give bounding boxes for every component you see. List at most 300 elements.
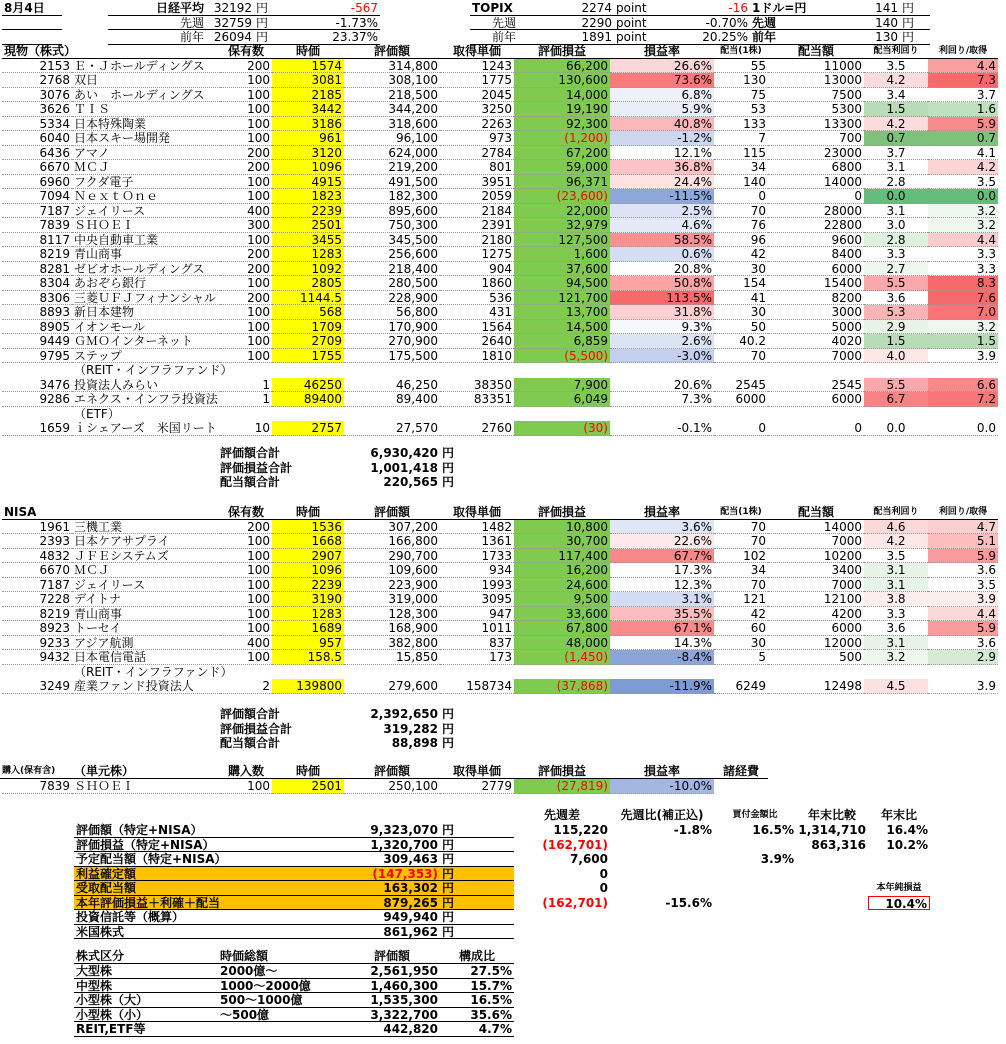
stock-code: 7228 [2, 592, 72, 607]
profit-loss-rate: 3.1% [610, 592, 714, 607]
quantity: 1 [220, 392, 272, 407]
year-end-ratio: 本年純損益 [876, 883, 922, 893]
change: 20.25% [658, 30, 750, 45]
profit-loss: 96,371 [514, 175, 610, 190]
price: 2709 [272, 334, 344, 349]
stock-name: ジェイリース [72, 578, 220, 593]
market-value: 56,800 [344, 305, 440, 320]
stock-code: 3476 [2, 378, 72, 393]
section-label-text: （REIT・インフラファンド） [74, 363, 233, 377]
profit-loss: 7,900 [514, 378, 610, 393]
dividend-amount: 10200 [768, 549, 864, 564]
table-row [0, 247, 1006, 262]
dividend-amount: 3400 [768, 563, 864, 578]
dividend-yield: 3.5 [864, 549, 928, 564]
summary-value: 163,302 [344, 881, 440, 896]
profit-loss: 24,600 [514, 578, 610, 593]
change: -1.73% [284, 16, 380, 31]
unit-cost: 2059 [440, 189, 514, 204]
stock-code: 3249 [2, 679, 72, 694]
cap-row [0, 979, 1006, 994]
buy-ratio [714, 838, 796, 853]
profit-loss-rate: -0.1% [610, 421, 714, 436]
yield-on-cost: 3.9 [928, 349, 998, 364]
dividend-yield: 3.5 [864, 59, 928, 74]
quantity: 100 [220, 549, 272, 564]
price: 1755 [272, 349, 344, 364]
price: 3442 [272, 102, 344, 117]
header-section-title: 現物（株式） [2, 44, 220, 59]
yield-on-cost: 3.9 [928, 679, 998, 694]
fx-value: 141 [840, 1, 900, 16]
profit-loss-rate: -3.0% [610, 349, 714, 364]
profit-loss: 59,000 [514, 160, 610, 175]
index-label: TOPIX [470, 1, 518, 16]
market-value: 250,100 [344, 779, 440, 794]
dividend-yield: 3.1 [864, 160, 928, 175]
summary-unit: 円 [440, 910, 514, 925]
stock-code: 9286 [2, 392, 72, 407]
price: 158.5 [272, 650, 344, 665]
index-value: 1891 [518, 30, 614, 45]
unit-cost: 2760 [440, 421, 514, 436]
profit-loss: 6,859 [514, 334, 610, 349]
table-row [0, 102, 1006, 117]
table-row [0, 146, 1006, 161]
price: 1096 [272, 563, 344, 578]
year-end-ratio [868, 867, 930, 882]
table-header [0, 44, 1006, 59]
quantity: 300 [220, 218, 272, 233]
table-row [0, 189, 1006, 204]
week-ratio [610, 925, 714, 940]
stock-name: ＴＩＳ [72, 102, 220, 117]
market-value: 318,600 [344, 117, 440, 132]
yield-on-cost: 0.0 [928, 421, 998, 436]
dividend-per-share: 2545 [714, 378, 768, 393]
dividend-per-share: 34 [714, 563, 768, 578]
summary-unit: 円 [440, 852, 514, 867]
dividend-per-share: 55 [714, 59, 768, 74]
profit-loss-rate: 14.3% [610, 636, 714, 651]
table-row [0, 378, 1006, 393]
total-row [0, 722, 1006, 737]
table-row [0, 204, 1006, 219]
dividend-yield: 3.7 [864, 146, 928, 161]
column-header: 年末比較 [807, 808, 856, 822]
stock-name: 日本スキー場開発 [72, 131, 220, 146]
cap-header [0, 949, 1006, 964]
dividend-amount: 3000 [768, 305, 864, 320]
unit-cost: 837 [440, 636, 514, 651]
profit-loss: 117,400 [514, 549, 610, 564]
price: 568 [272, 305, 344, 320]
dividend-per-share: 40.2 [714, 334, 768, 349]
profit-loss: 6,049 [514, 392, 610, 407]
profit-loss-rate: 24.4% [610, 175, 714, 190]
profit-loss: 16,200 [514, 563, 610, 578]
column-header: 配当額 [768, 505, 864, 520]
stock-code: 6670 [2, 563, 72, 578]
yield-on-cost: 5.9 [928, 549, 998, 564]
summary-row [0, 838, 1006, 853]
quantity: 100 [220, 276, 272, 291]
summary-label: 予定配当額（特定+NISA） [74, 852, 344, 867]
price: 1689 [272, 621, 344, 636]
unit-cost: 83351 [440, 392, 514, 407]
quantity: 1 [220, 378, 272, 393]
unit-cost: 801 [440, 160, 514, 175]
profit-loss-rate: 4.6% [610, 218, 714, 233]
stock-name: ｉシェアーズ 米国リート [72, 421, 220, 436]
dividend-per-share: 7 [714, 131, 768, 146]
dividend-per-share: 76 [714, 218, 768, 233]
profit-loss: (5,500) [514, 349, 610, 364]
table-row [0, 59, 1006, 74]
price: 2185 [272, 88, 344, 103]
dividend-per-share: 42 [714, 247, 768, 262]
dividend-amount: 9600 [768, 233, 864, 248]
quantity: 200 [220, 160, 272, 175]
section-label [0, 407, 1006, 422]
yield-on-cost: 0.7 [928, 131, 998, 146]
total-row [0, 736, 1006, 751]
buy-ratio [714, 925, 796, 940]
unit-cost: 1011 [440, 621, 514, 636]
column-header: 購入数 [220, 764, 272, 779]
profit-loss-rate: 40.8% [610, 117, 714, 132]
buy-ratio [714, 896, 796, 911]
unit-cost: 1243 [440, 59, 514, 74]
market-value: 270,900 [344, 334, 440, 349]
week-diff: 7,600 [570, 852, 608, 866]
yield-on-cost: 4.4 [928, 233, 998, 248]
market-value: 624,000 [344, 146, 440, 161]
unit-cost: 3250 [440, 102, 514, 117]
yield-on-cost: 4.4 [928, 607, 998, 622]
stock-code: 7839 [2, 779, 72, 794]
unit: 円 [254, 30, 284, 45]
profit-loss: 22,000 [514, 204, 610, 219]
stock-name: あい ホールディングス [72, 88, 220, 103]
buy-ratio: 3.9% [760, 852, 794, 866]
summary-label: 評価損益（特定+NISA） [74, 838, 344, 853]
dividend-yield: 0.7 [864, 131, 928, 146]
dividend-yield: 2.8 [864, 233, 928, 248]
price: 2501 [272, 779, 344, 794]
profit-loss: 1,600 [514, 247, 610, 262]
dividend-amount: 6800 [768, 160, 864, 175]
profit-loss: (30) [514, 421, 610, 436]
profit-loss-rate: 5.9% [610, 102, 714, 117]
dividend-yield: 2.9 [864, 320, 928, 335]
price: 139800 [272, 679, 344, 694]
unit-cost: 536 [440, 291, 514, 306]
stock-name: デイトナ [72, 592, 220, 607]
unit: point [614, 16, 658, 31]
yield-on-cost: 7.2 [928, 392, 998, 407]
year-end-compare [796, 925, 868, 940]
profit-loss-rate: 50.8% [610, 276, 714, 291]
total-value: 2,392,650 [370, 707, 438, 721]
dividend-per-share: 70 [714, 534, 768, 549]
stock-code: 8281 [2, 262, 72, 277]
dividend-amount: 4020 [768, 334, 864, 349]
dividend-per-share: 34 [714, 160, 768, 175]
dividend-amount: 5300 [768, 102, 864, 117]
header-row [0, 30, 1006, 45]
yield-on-cost: 6.6 [928, 378, 998, 393]
unit: 円 [254, 1, 284, 16]
index-value: 2290 [518, 16, 614, 31]
stock-name: イオンモール [72, 320, 220, 335]
unit-cost: 1482 [440, 520, 514, 535]
table-row [0, 592, 1006, 607]
column-header: 時価 [272, 505, 344, 520]
dividend-amount: 0 [768, 421, 864, 436]
price: 3455 [272, 233, 344, 248]
yield-on-cost: 5.1 [928, 534, 998, 549]
stock-name: ＭＣＪ [72, 160, 220, 175]
table-row [0, 131, 1006, 146]
yield-on-cost: 3.2 [928, 204, 998, 219]
column-header: 利回り/取得 [928, 44, 998, 59]
dividend-amount: 500 [768, 650, 864, 665]
total-row [0, 475, 1006, 490]
yield-on-cost: 4.7 [928, 520, 998, 535]
quantity: 100 [220, 621, 272, 636]
quantity: 100 [220, 534, 272, 549]
table-row [0, 549, 1006, 564]
stock-code: 2768 [2, 73, 72, 88]
week-ratio [610, 881, 714, 896]
yield-on-cost: 4.1 [928, 146, 998, 161]
stock-name: 日本ケアサプライ [72, 534, 220, 549]
stock-name: 三菱ＵＦＪフィナンシャル [72, 291, 220, 306]
total-row [0, 461, 1006, 476]
summary-label: 利益確定額 [74, 867, 344, 882]
summary-header [0, 808, 1006, 823]
section-label [0, 665, 1006, 680]
table-row [0, 160, 1006, 175]
price: 1096 [272, 160, 344, 175]
dividend-amount: 5000 [768, 320, 864, 335]
quantity: 100 [220, 779, 272, 794]
yield-on-cost: 5.9 [928, 117, 998, 132]
summary-value: 949,940 [344, 910, 440, 925]
index-value: 26094 [206, 30, 254, 45]
profit-loss-rate: 58.5% [610, 233, 714, 248]
quantity: 2 [220, 679, 272, 694]
week-diff [514, 925, 610, 940]
stock-code: 8117 [2, 233, 72, 248]
price: 3120 [272, 146, 344, 161]
dividend-per-share: 121 [714, 592, 768, 607]
unit-cost: 3095 [440, 592, 514, 607]
table-row [0, 534, 1006, 549]
unit-cost: 904 [440, 262, 514, 277]
dividend-amount: 8200 [768, 291, 864, 306]
cap-share: 27.5% [440, 964, 514, 979]
change: 23.37% [284, 30, 380, 45]
stock-code: 1961 [2, 520, 72, 535]
summary-label: 米国株式 [74, 925, 344, 940]
market-value: 895,600 [344, 204, 440, 219]
column-header: 配当額 [768, 44, 864, 59]
column-header: 先週差 [543, 808, 580, 822]
year-end-ratio [868, 925, 930, 940]
section-label-text: （ETF） [74, 406, 120, 421]
column-header: 取得単価 [440, 505, 514, 520]
unit-cost: 2784 [440, 146, 514, 161]
profit-loss: 92,300 [514, 117, 610, 132]
total-unit: 円 [442, 736, 455, 750]
yield-on-cost: 3.3 [928, 247, 998, 262]
section-label-text: （REIT・インフラファンド） [74, 664, 233, 679]
cap-row [0, 964, 1006, 979]
cap-range [218, 1022, 344, 1037]
stock-code: 1659 [2, 421, 72, 436]
column-header: 先週比(補正込) [620, 808, 704, 822]
quantity: 200 [220, 291, 272, 306]
table-row [0, 636, 1006, 651]
summary-value: (147,353) [344, 867, 440, 882]
year-end-ratio: 10.2% [886, 837, 928, 852]
dividend-yield: 3.3 [864, 247, 928, 262]
total-label: 評価額合計 [220, 707, 281, 721]
dividend-amount: 28000 [768, 204, 864, 219]
dividend-amount: 13000 [768, 73, 864, 88]
market-value: 219,200 [344, 160, 440, 175]
dividend-amount: 0 [768, 189, 864, 204]
dividend-per-share: 0 [714, 189, 768, 204]
column-header: 配当(1株) [714, 44, 768, 59]
total-unit: 円 [442, 707, 455, 721]
change: -16 [658, 1, 750, 16]
dividend-amount: 12100 [768, 592, 864, 607]
dividend-yield: 1.5 [864, 102, 928, 117]
unit-cost: 934 [440, 563, 514, 578]
profit-loss-rate: 36.8% [610, 160, 714, 175]
profit-loss-rate: -11.5% [610, 189, 714, 204]
profit-loss-rate: 17.3% [610, 563, 714, 578]
market-value: 279,600 [344, 679, 440, 694]
dividend-per-share: 30 [714, 636, 768, 651]
unit-cost: 2779 [440, 779, 514, 794]
unit-cost: 2180 [440, 233, 514, 248]
market-value: 344,200 [344, 102, 440, 117]
week-ratio: -15.6% [665, 895, 712, 910]
summary-row [0, 925, 1006, 940]
profit-loss: (27,819) [514, 779, 610, 794]
profit-loss: 32,979 [514, 218, 610, 233]
total-value: 88,898 [391, 736, 438, 750]
table-row [0, 621, 1006, 636]
unit: point [614, 30, 658, 45]
profit-loss-rate: 67.1% [610, 621, 714, 636]
dividend-per-share: 60 [714, 621, 768, 636]
dividend-per-share: 50 [714, 320, 768, 335]
dividend-yield: 3.1 [864, 204, 928, 219]
stock-name: ＳＨＯＥＩ [72, 779, 220, 794]
yield-on-cost: 7.6 [928, 291, 998, 306]
dividend-yield: 3.2 [864, 650, 928, 665]
unit: 円 [900, 30, 930, 45]
summary-unit: 円 [440, 881, 514, 896]
dividend-yield: 0.0 [864, 189, 928, 204]
summary-label: 本年評価損益＋利確＋配当 [74, 896, 344, 911]
market-value: 228,900 [344, 291, 440, 306]
summary-unit: 円 [440, 823, 514, 838]
cap-share: 35.6% [440, 1008, 514, 1023]
header-row [0, 1, 1006, 16]
dividend-yield: 1.5 [864, 334, 928, 349]
column-header: 損益率 [610, 44, 714, 59]
summary-row [0, 867, 1006, 882]
market-value: 256,600 [344, 247, 440, 262]
change: -567 [284, 1, 380, 16]
quantity: 200 [220, 146, 272, 161]
quantity: 200 [220, 262, 272, 277]
dividend-amount: 2545 [768, 378, 864, 393]
price: 1823 [272, 189, 344, 204]
dividend-yield: 4.2 [864, 117, 928, 132]
market-value: 109,600 [344, 563, 440, 578]
total-unit: 円 [442, 446, 455, 460]
total-label: 配当額合計 [220, 736, 281, 750]
quantity: 100 [220, 563, 272, 578]
price: 2757 [272, 421, 344, 436]
dividend-yield: 4.2 [864, 534, 928, 549]
profit-loss-rate: 12.3% [610, 578, 714, 593]
dividend-yield: 3.1 [864, 563, 928, 578]
summary-label: 受取配当額 [74, 881, 344, 896]
summary-row [0, 823, 1006, 838]
column-header: 評価損益 [514, 505, 610, 520]
dividend-per-share: 30 [714, 305, 768, 320]
column-header: 評価額 [344, 505, 440, 520]
index-value: 32192 [206, 1, 254, 16]
dividend-per-share: 6000 [714, 392, 768, 407]
dividend-amount: 14000 [768, 520, 864, 535]
dividend-yield: 3.3 [864, 607, 928, 622]
cap-share: 4.7% [440, 1022, 514, 1037]
unit: 円 [900, 1, 930, 16]
stock-code: 9795 [2, 349, 72, 364]
market-value: 223,900 [344, 578, 440, 593]
column-header: 損益率 [610, 505, 714, 520]
price: 3190 [272, 592, 344, 607]
week-diff: (162,701) [542, 895, 608, 910]
dividend-yield: 5.3 [864, 305, 928, 320]
market-value: 382,800 [344, 636, 440, 651]
stock-code: 8219 [2, 607, 72, 622]
quantity: 100 [220, 175, 272, 190]
stock-code: 4832 [2, 549, 72, 564]
dividend-per-share: 115 [714, 146, 768, 161]
profit-loss-rate: 73.6% [610, 73, 714, 88]
column-header: 評価額 [344, 44, 440, 59]
cap-row [0, 993, 1006, 1008]
stock-name: フクダ電子 [72, 175, 220, 190]
quantity: 100 [220, 233, 272, 248]
unit-cost: 947 [440, 607, 514, 622]
dividend-per-share: 41 [714, 291, 768, 306]
index-label: 前年 [108, 30, 206, 45]
stock-code: 6040 [2, 131, 72, 146]
dividend-yield: 5.5 [864, 276, 928, 291]
profit-loss-rate: 6.8% [610, 88, 714, 103]
